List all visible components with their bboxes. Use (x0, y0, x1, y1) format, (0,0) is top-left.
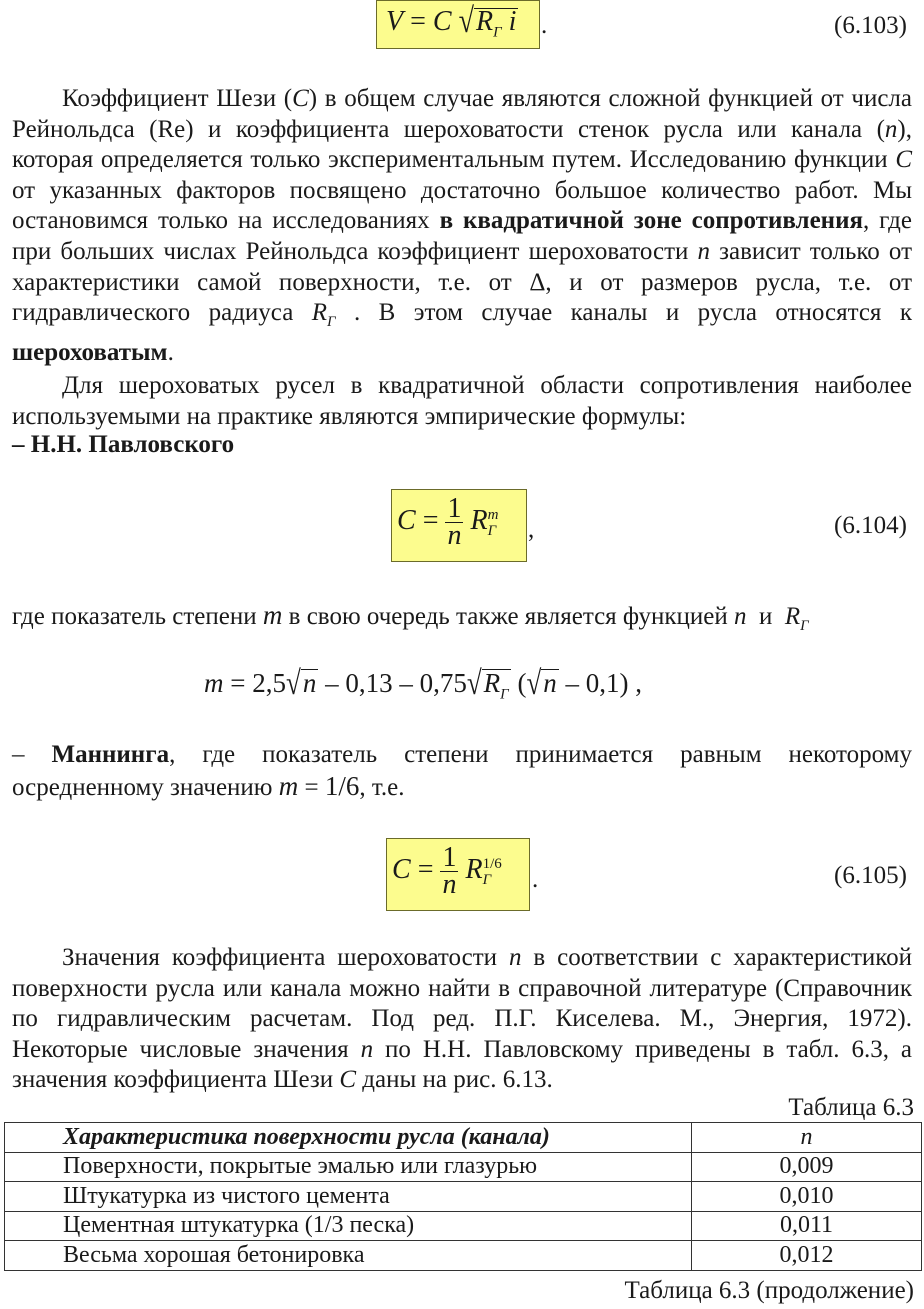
bold-manning: Маннинга (51, 741, 170, 768)
bold-quadratic-zone: в квадратичной зоне сопротивления (439, 207, 863, 235)
table-header-row (5, 1123, 922, 1153)
table-cell: Цементная штукатурка (1/3 песка) (5, 1211, 692, 1241)
table-header-cell: n (692, 1123, 922, 1153)
equation-number-6-104: (6.104) (834, 512, 907, 539)
table-cell: Поверхности, покрытые эмалью или глазурью (5, 1152, 692, 1182)
table-cell: Весьма хорошая бетонировка (5, 1241, 692, 1271)
pavlovsky-heading: – Н.Н. Павловского (12, 431, 235, 458)
table-continued-caption: Таблица 6.3 (продолжение) (624, 1277, 914, 1304)
equation-number-6-105: (6.105) (834, 862, 907, 889)
table-cell: 0,011 (692, 1211, 922, 1241)
table-row (5, 1211, 922, 1241)
bold-rough: шероховатым (12, 338, 168, 366)
equation-number-6-103: (6.103) (834, 12, 907, 39)
table-row (5, 1152, 922, 1182)
table-row (5, 1182, 922, 1212)
equation-6-103: V = C $√R_Г$ i (386, 6, 518, 46)
paragraph-manning: – Маннинга, где показатель степени принимается равным некоторому осредненному значению m = 1/6, т.е. (12, 741, 912, 801)
roughness-table (4, 1122, 922, 1271)
paragraph-exponent: где показатель степени m в свою очередь также является функцией n и $R_Г$ (12, 600, 809, 634)
paragraph-roughness-values: Значения коэффициента шероховатости n в соответствии с характеристикой поверхности русла или канала можно найти в справочной литературе (Справочник по гидравлическим расчетам. Под ред. П.Г. Киселева. М., Энергия, 1972). Некоторые числовые значения n по Н.Н. Павловскому приведены в табл. 6.3, а значения коэффициента Шези C даны на рис. 6.13. (12, 944, 913, 1094)
equation-period: . (541, 12, 548, 39)
table-cell: 0,010 (692, 1182, 922, 1212)
equation-period: . (532, 866, 539, 893)
table-cell: 0,009 (692, 1152, 922, 1182)
equation-comma: , (528, 516, 535, 543)
paragraph-empirical-formulas: Для шероховатых русел в квадратичной области сопротивления наиболее используемыми на практике являются эмпирические формулы: (12, 372, 912, 430)
equation-exponent-m: $m = 2,5√n - 0,13 - 0,75√R_Г$ (√n – 0,1) , (204, 668, 642, 707)
table-header-cell: Характеристика поверхности русла (канала) (5, 1123, 692, 1153)
equation-6-105: C = $\frac{1}{n}$ R 1/6 Г (392, 842, 502, 900)
table-row (5, 1241, 922, 1271)
table-cell: 0,012 (692, 1241, 922, 1271)
equation-6-104: C = $\frac{1}{n}$ R m Г (397, 493, 499, 551)
paragraph-chezy-coefficient: Коэффициент Шези (C) в общем случае являются сложной функцией от числа Рейнольдса (Re) и коэффициента шероховатости стенок русла или канала (n), которая определяется только экспериментальным путем. Исследованию функции C от указанных факторов посвящено достаточно большое количество работ. Мы остановимся только на исследованиях в квадратичной зоне сопротивления, где при больших числах Рейнольдса коэффициент шероховатости n зависит только от характеристики самой поверхности, т.е. от Δ, и от размеров русла, т.е. от гидравлического радиуса $R_Г$ . В этом случае каналы и русла относятся к шероховатым. (12, 85, 913, 366)
table-cell: Штукатурка из чистого цемента (5, 1182, 692, 1212)
table-caption: Таблица 6.3 (788, 1094, 914, 1121)
